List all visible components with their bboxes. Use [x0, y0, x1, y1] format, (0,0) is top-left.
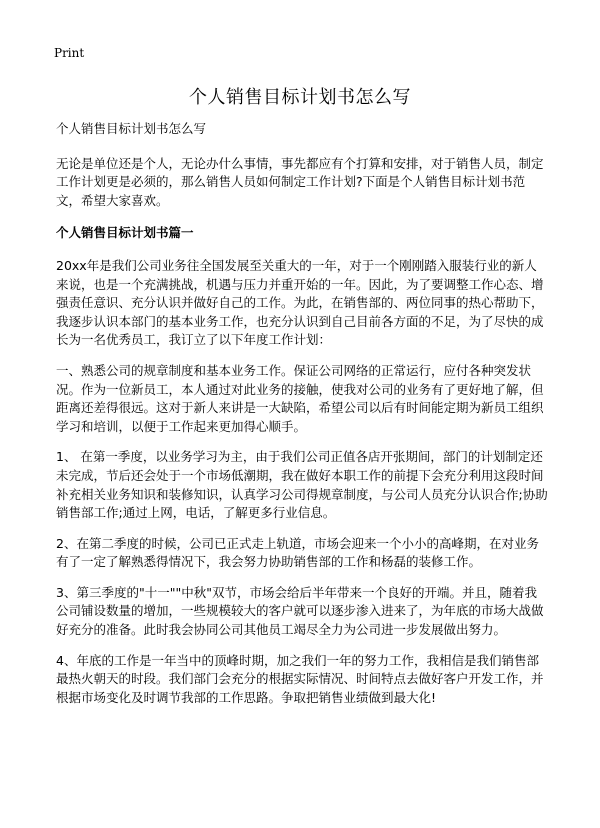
page-title: 个人销售目标计划书怎么写: [189, 87, 411, 108]
body-paragraph: 20xx年是我们公司业务往全国发展至关重大的一年，对于一个刚刚踏入服装行业的新人来说，也是一个充满挑战，机遇与压力并重开始的一年。因此，为了要调整工作心态、增强责任意识、充分认识并做好自己的工作。为此，在销售部的、两位同事的热心帮助下，我逐步认识本部门的基本业务工作，也充分认识到自己目前各方面的不足，为了尽快的成长为一名优秀员工，我订立了以下年度工作计划：: [56, 257, 544, 348]
document-body: [56, 120, 548, 719]
document-subtitle: 个人销售目标计划书怎么写: [56, 121, 207, 136]
intro-paragraph: 无论是单位还是个人，无论办什么事情，事先都应有个打算和安排，对于销售人员，制定工作计划更是必须的，那么销售人员如何制定工作计划?下面是个人销售目标计划书范文，希望大家喜欢。: [56, 155, 544, 208]
section-heading: 个人销售目标计划书篇一: [56, 225, 194, 241]
print-link[interactable]: Print: [54, 46, 85, 60]
body-paragraph: 1、 在第一季度，以业务学习为主，由于我们公司正值各店开张期间，部门的计划制定还未完成，节后还会处于一个市场低潮期，我在做好本职工作的前提下会充分利用这段时间补充相关业务知识和装修知识，认真学习公司得规章制度，与公司人员充分认识合作;协助销售部工作;通过上网，电话，了解更多行业信息。: [56, 449, 548, 521]
body-paragraph: 3、第三季度的"十一""中秋"双节，市场会给后半年带来一个良好的开端。并且，随着我公司铺设数量的增加，一些规模较大的客户就可以逐步渗入进来了，为年底的市场大战做好充分的准备。此时我会协同公司其他员工竭尽全力为公司进一步发展做出努力。: [56, 584, 544, 638]
body-paragraph: 4、年底的工作是一年当中的顶峰时期，加之我们一年的努力工作，我相信是我们销售部最热火朝天的时段。我们部门会充分的根据实际情况、时间特点去做好客户开发工作，并根据市场变化及时调节我部的工作思路。争取把销售业绩做到最大化!: [56, 652, 544, 705]
body-paragraph: 2、在第二季度的时候，公司已正式走上轨道，市场会迎来一个小小的高峰期，在对业务有了一定了解熟悉得情况下，我会努力协助销售部的工作和杨磊的装修工作。: [56, 535, 539, 570]
body-paragraph: 一、熟悉公司的规章制度和基本业务工作。保证公司网络的正常运行，应付各种突发状况。作为一位新员工，本人通过对此业务的接触，使我对公司的业务有了更好地了解，但距离还差得很远。这对于新人来讲是一大缺陷，希望公司以后有时间能定期为新员工组织学习和培训，以便于工作起来更加得心顺手。: [56, 362, 544, 434]
